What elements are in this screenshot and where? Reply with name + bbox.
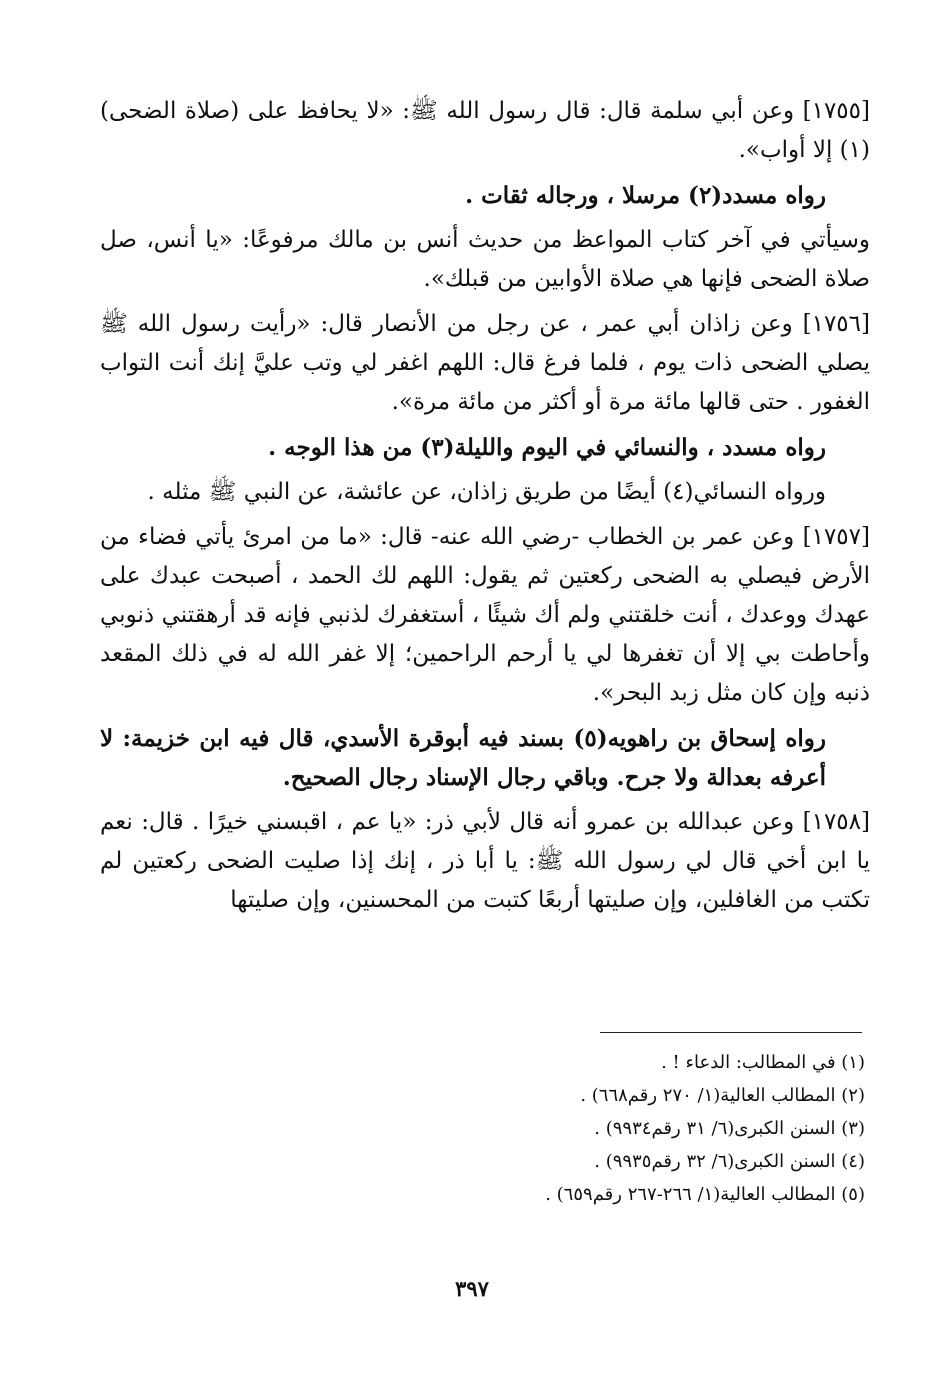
footnote-2: (٢) المطالب العالية(١/ ٢٧٠ رقم٦٦٨) .	[580, 1085, 865, 1106]
alternate-narration-1756: ورواه النسائي(٤) أيضًا من طريق زاذان، عن عائشة، عن النبي ﷺ مثله .	[147, 479, 826, 505]
footnote-3: (٣) السنن الكبرى(٦/ ٣١ رقم٩٩٣٤) .	[594, 1118, 865, 1139]
hadith-1756: [١٧٥٦] وعن زاذان أبي عمر ، عن رجل من الأنصار قال: «رأيت رسول الله ﷺ يصلي الضحى ذات يوم ، فلما فرغ قال: اللهم اغفر لي وتب عليَّ إنك أنت التواب الغفور . حتى قالها مائة مرة أو أكثر من مائة مرة».	[100, 311, 870, 415]
source-note-1756: رواه مسدد ، والنسائي في اليوم والليلة(٣) من هذا الوجه .	[268, 434, 826, 461]
main-text	[100, 92, 870, 926]
hadith-1755: [١٧٥٥] وعن أبي سلمة قال: قال رسول الله ﷺ: «لا يحافظ على (صلاة الضحى)(١) إلا أواب».	[100, 98, 870, 163]
hadith-1758: [١٧٥٨] وعن عبدالله بن عمرو أنه قال لأبي ذر: «يا عم ، اقبسني خيرًا . قال: نعم يا ابن أخي قال لي رسول الله ﷺ: يا أبا ذر ، إنك إذا صليت الضحى ركعتين لم تكتب من الغافلين، وإن صليتها أربعًا كتبت من المحسنين، وإن صليتها	[100, 809, 870, 913]
cross-reference: وسيأتي في آخر كتاب المواعظ من حديث أنس بن مالك مرفوعًا: «يا أنس، صل صلاة الضحى فإنها هي صلاة الأوابين من قبلك».	[100, 227, 870, 292]
source-note-1755: رواه مسدد(٢) مرسلا ، ورجاله ثقات .	[465, 182, 826, 209]
footnote-4: (٤) السنن الكبرى(٦/ ٣٢ رقم٩٩٣٥) .	[594, 1151, 865, 1172]
hadith-1757: [١٧٥٧] وعن عمر بن الخطاب -رضي الله عنه- قال: «ما من امرئ يأتي فضاء من الأرض فيصلي به الضحى ركعتين ثم يقول: اللهم لك الحمد ، أصبحت عبدك على عهدك ووعدك ، أنت خلقتني ولم أك شيئًا ، أستغفرك لذنبي فإنه قد أرهقتني ذنوبي وأحاطت بي إلا أن تغفرها لي يا أرحم الراحمين؛ إلا غفر الله له في ذلك المقعد ذنبه وإن كان مثل زبد البحر».	[100, 524, 870, 706]
footnote-1: (١) في المطالب: الدعاء ! .	[661, 1052, 865, 1073]
footnote-separator	[600, 1032, 862, 1033]
footnotes	[300, 1046, 865, 1211]
footnote-5: (٥) المطالب العالية(١/ ٢٦٦-٢٦٧ رقم٦٥٩) .	[545, 1184, 865, 1205]
source-note-1757: رواه إسحاق بن راهويه(٥) بسند فيه أبوقرة الأسدي، قال فيه ابن خزيمة: لا أعرفه بعدالة ولا جرح. وباقي رجال الإسناد رجال الصحيح.	[100, 725, 826, 791]
page-number: ٣٩٧	[455, 1276, 489, 1301]
